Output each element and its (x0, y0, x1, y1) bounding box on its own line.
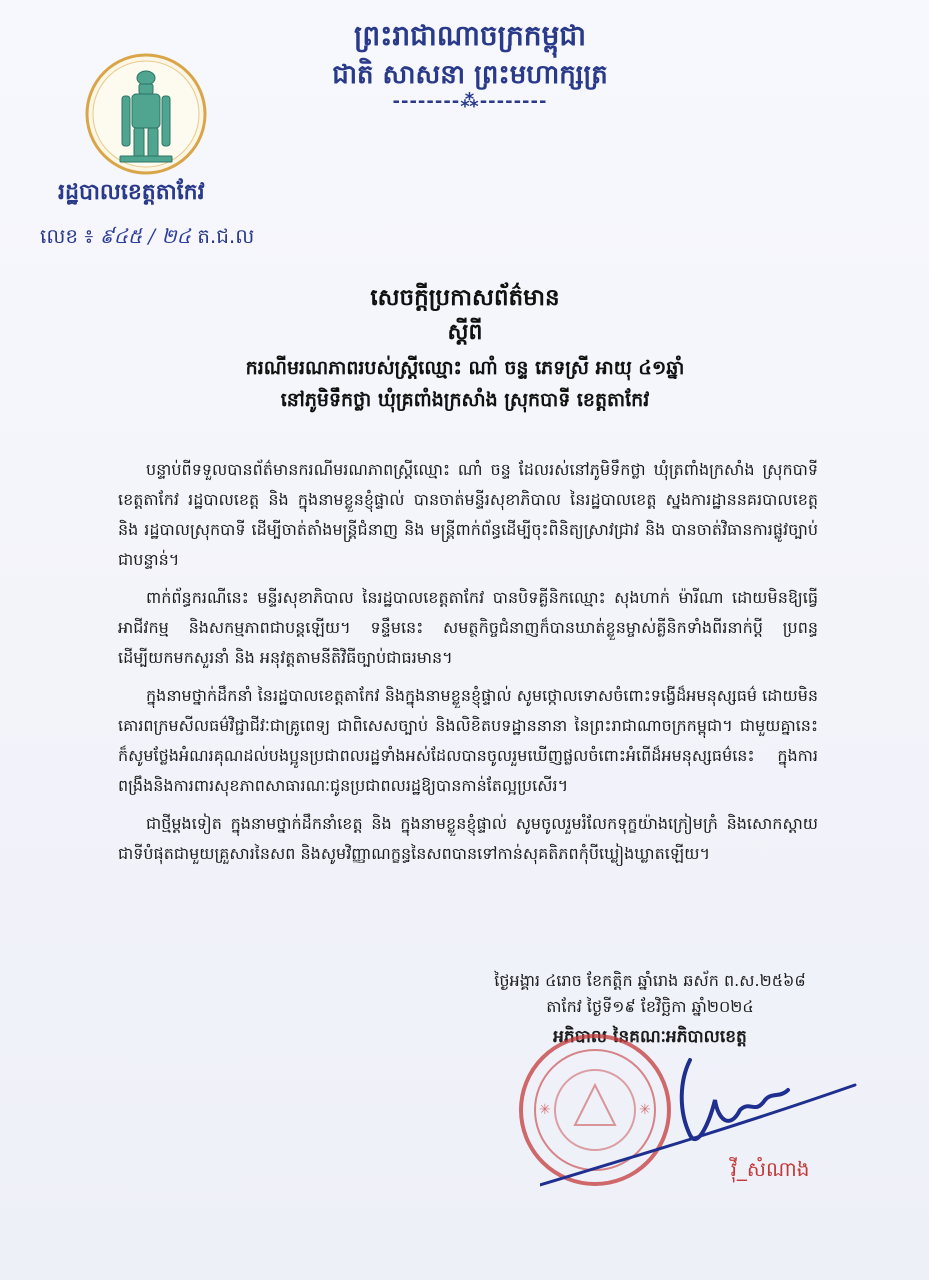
signer-role: អភិបាល នៃគណៈអភិបាលខេត្ត (553, 1027, 747, 1047)
svg-text:✳: ✳ (539, 1102, 551, 1118)
title-subject: ករណីមរណភាពរបស់ស្ត្រីឈ្មោះ ណាំ ចន្ទ ភេទស្រី អាយុ ៤១ឆ្នាំ (245, 357, 685, 379)
title-announcement: សេចក្ដីប្រកាសព័ត៌មាន (370, 285, 560, 311)
kingdom-header (300, 18, 640, 112)
kingdom-title: ព្រះរាជាណាចក្រកម្ពុជា (353, 19, 586, 52)
body-paragraph: ជាថ្មីម្ដងទៀត ក្នុងនាមថ្នាក់ដឹកនាំខេត្ត និង ក្នុងនាមខ្លួនខ្ញុំផ្ទាល់ សូមចូលរួមរំលែកទុក្ខយ៉ាងក្រៀមក្រំ និងសោកស្ដាយជាទីបំផុតជាមួយគ្រួសារនៃសព និងសូមវិញ្ញាណក្ខន្ធនៃសពបានទៅកាន់សុគតិភពកុំបីឃ្លៀងឃ្លាតឡើយ។ (118, 814, 818, 863)
body-paragraph: ក្នុងនាមថ្នាក់ដឹកនាំ នៃរដ្ឋបាលខេត្តតាកែវ និងក្នុងនាមខ្លួនខ្ញុំផ្ទាល់ សូមថ្កោលទោសចំពោះទង្វើដ៏អមនុស្សធម៌ ដោយមិនគោរពក្រមសីលធម៌វិជ្ជាជីវៈជាគ្រូពេទ្យ ជាពិសេសច្បាប់ និងលិខិតបទដ្ឋាននានា នៃព្រះរាជាណាចក្រកម្ពុជា។ ជាមួយគ្នានេះ ក៏សូមថ្លែងអំណរគុណដល់បងប្អូនប្រជាពលរដ្ឋទាំងអស់ដែលបានចូលរួមឃើញផ្លលចំពោះអំពើដ៏អមនុស្សធម៌នេះ ក្នុងការពង្រឹងនិងការពារសុខភាពសាធារណៈជូនប្រជាពលរដ្ឋឱ្យបានកាន់តែល្អប្រសើរ។ (118, 686, 818, 795)
ref-label: លេខ ៖ (40, 224, 94, 248)
body-paragraph: ពាក់ព័ន្ធករណីនេះ មន្ទីរសុខាភិបាល នៃរដ្ឋបាលខេត្តតាកែវ បានបិទគ្លីនិកឈ្មោះ សុងហាក់ ម៉ារីណា ដោយមិនឱ្យធ្វើអាជីវកម្ម និងសកម្មភាពជាបន្តឡើយ។ ទន្ទឹមនេះ សមត្ថកិច្ចជំនាញក៏បានឃាត់ខ្លួនម្ចាស់គ្លីនិកទាំងពីរនាក់ប្ដី ប្រពន្ធ ដើម្បីយកមកសួរនាំ និង អនុវត្តតាមនីតិវិធីច្បាប់ជាធរមាន។ (118, 588, 818, 667)
title-regarding: ស្ដីពី (447, 320, 483, 345)
document-title (150, 282, 780, 414)
office-name: រដ្ឋបាលខេត្តតាកែវ (58, 180, 205, 205)
svg-text:✳: ✳ (639, 1102, 651, 1118)
header-ornament: --------⁂-------- (392, 91, 548, 112)
document-body (118, 455, 818, 877)
body-paragraph: បន្ទាប់ពីទទួលបានព័ត៌មានករណីមរណភាពស្ត្រីឈ្មោះ ណាំ ចន្ទ ដែលរស់នៅភូមិទឹកថ្លា ឃុំត្រពាំងក្រសាំង ស្រុកបាទី ខេត្តតាកែវ រដ្ឋបាលខេត្ត និង ក្នុងនាមខ្លួនខ្ញុំផ្ទាល់ បានចាត់មន្ទីរសុខាភិបាល នៃរដ្ឋបាលខេត្ត ស្នងការដ្ឋាននគរបាលខេត្ត និង រដ្ឋបាលស្រុកបាទី ដើម្បីចាត់តាំងមន្ត្រីជំនាញ និង មន្ត្រីពាក់ព័ន្ធដើម្បីចុះពិនិត្យស្រាវជ្រាវ និង បានចាត់វិធានការផ្លូវច្បាប់ជាបន្ទាន់។ (118, 460, 818, 569)
solar-date: តាកែវ ថ្ងៃទី១៩ ខែវិច្ឆិកា ឆ្នាំ២០២៤ (546, 997, 754, 1016)
ref-suffix: ត.ជ.ល (197, 224, 255, 248)
ref-number: ៩៤៥ / (99, 224, 156, 248)
lunar-date: ថ្ងៃអង្គារ ៤រោច ខែកត្តិក ឆ្នាំរោង ឆស័ក ព.ស.២៥៦៨ (494, 971, 806, 990)
signer-name: វ៉ី_សំណាង (730, 1157, 810, 1181)
reference-number (40, 222, 320, 250)
provincial-emblem-icon (84, 52, 208, 176)
title-location: នៅភូមិទឹកថ្លា ឃុំគ្រពាំងក្រសាំង ស្រុកបាទី ខេត្តតាកែវ (280, 389, 650, 411)
ref-sub: ២៤ (161, 224, 191, 248)
national-motto: ជាតិ សាសនា ព្រះមហាក្សត្រ (332, 60, 608, 90)
